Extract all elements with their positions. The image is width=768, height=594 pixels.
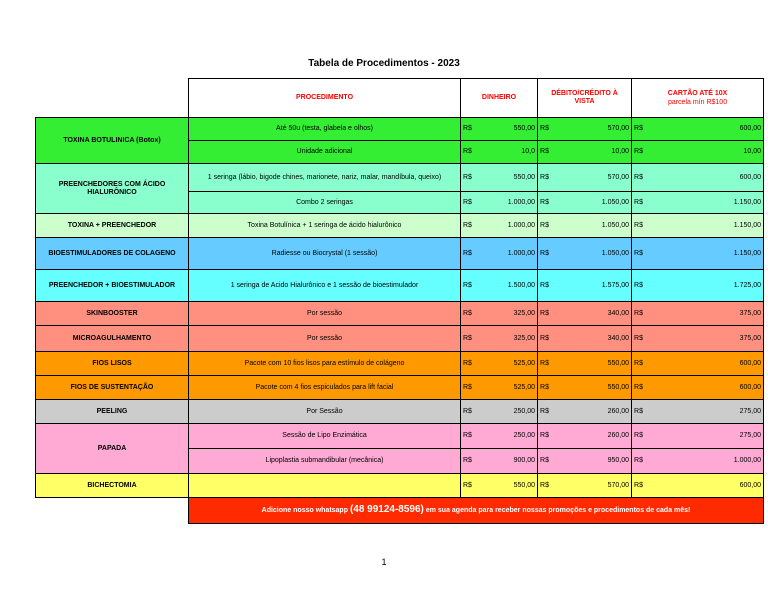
table-row xyxy=(36,214,764,238)
dinheiro-value: 900,00 xyxy=(483,449,538,474)
category-cell: PAPADA xyxy=(36,424,189,474)
debito-value: 260,00 xyxy=(560,400,632,424)
currency-cell: R$ xyxy=(461,352,483,376)
currency-cell: R$ xyxy=(538,449,560,474)
cartao-value: 1.150,00 xyxy=(654,238,764,270)
currency-cell: R$ xyxy=(461,164,483,192)
cartao-value: 1.000,00 xyxy=(654,449,764,474)
category-cell: BICHECTOMIA xyxy=(36,474,189,498)
procedure-cell: Sessão de Lipo Enzimática xyxy=(189,424,461,449)
header-dinheiro: DINHEIRO xyxy=(461,79,538,118)
procedure-cell: 1 seringa (lábio, bigode chines, marionete, nariz, malar, mandíbula, queixo) xyxy=(189,164,461,192)
currency-cell: R$ xyxy=(632,164,654,192)
debito-value: 550,00 xyxy=(560,352,632,376)
debito-value: 340,00 xyxy=(560,326,632,352)
footer-text-before: Adicione nosso whatsapp xyxy=(261,507,350,514)
footer-text-after: em sua agenda para receber nossas promoções e procedimentos de cada mês! xyxy=(423,507,691,514)
category-cell: PREENCHEDOR + BIOESTIMULADOR xyxy=(36,270,189,302)
dinheiro-value: 1.000,00 xyxy=(483,238,538,270)
currency-cell: R$ xyxy=(632,192,654,214)
cartao-value: 275,00 xyxy=(654,424,764,449)
currency-cell: R$ xyxy=(461,270,483,302)
currency-cell: R$ xyxy=(632,352,654,376)
header-spacer xyxy=(36,79,189,118)
currency-cell: R$ xyxy=(632,270,654,302)
procedure-cell: 1 seringa de Acido Hialurônico e 1 sessão de bioestimulador xyxy=(189,270,461,302)
cartao-value: 600,00 xyxy=(654,118,764,141)
procedure-cell: Até 50u (testa, glabela e olhos) xyxy=(189,118,461,141)
currency-cell: R$ xyxy=(632,326,654,352)
currency-cell: R$ xyxy=(632,141,654,164)
procedure-cell: Pacote com 4 fios espiculados para lift facial xyxy=(189,376,461,400)
currency-cell: R$ xyxy=(538,376,560,400)
currency-cell: R$ xyxy=(632,474,654,498)
table-row xyxy=(36,118,764,141)
currency-cell: R$ xyxy=(461,326,483,352)
header-procedimento: PROCEDIMENTO xyxy=(189,79,461,118)
currency-cell: R$ xyxy=(461,474,483,498)
currency-cell: R$ xyxy=(538,326,560,352)
dinheiro-value: 525,00 xyxy=(483,376,538,400)
procedure-cell xyxy=(189,474,461,498)
whatsapp-number: (48 99124-8596) xyxy=(349,504,424,515)
category-cell: PEELING xyxy=(36,400,189,424)
currency-cell: R$ xyxy=(461,449,483,474)
category-cell: SKINBOOSTER xyxy=(36,302,189,326)
procedure-cell: Por sessão xyxy=(189,302,461,326)
currency-cell: R$ xyxy=(461,214,483,238)
dinheiro-value: 1.000,00 xyxy=(483,192,538,214)
debito-value: 260,00 xyxy=(560,424,632,449)
dinheiro-value: 325,00 xyxy=(483,302,538,326)
currency-cell: R$ xyxy=(461,238,483,270)
category-cell: PREENCHEDORES COM ÁCIDO HIALURÔNICO xyxy=(36,164,189,214)
procedure-cell: Por sessão xyxy=(189,326,461,352)
currency-cell: R$ xyxy=(538,238,560,270)
procedures-table xyxy=(35,78,764,524)
procedure-cell: Pacote com 10 fios lisos para estímulo de colágeno xyxy=(189,352,461,376)
procedure-cell: Combo 2 seringas xyxy=(189,192,461,214)
dinheiro-value: 550,00 xyxy=(483,474,538,498)
currency-cell: R$ xyxy=(632,424,654,449)
table-row xyxy=(36,238,764,270)
debito-value: 570,00 xyxy=(560,118,632,141)
dinheiro-value: 550,00 xyxy=(483,164,538,192)
header-cartao-sub: parcela mín R$100 xyxy=(667,98,728,106)
debito-value: 1.050,00 xyxy=(560,192,632,214)
debito-value: 950,00 xyxy=(560,449,632,474)
currency-cell: R$ xyxy=(461,424,483,449)
currency-cell: R$ xyxy=(461,141,483,164)
table-row xyxy=(36,400,764,424)
header-cartao xyxy=(632,79,764,118)
header-row xyxy=(36,79,764,118)
debito-value: 1.050,00 xyxy=(560,238,632,270)
cartao-value: 600,00 xyxy=(654,474,764,498)
cartao-value: 275,00 xyxy=(654,400,764,424)
cartao-value: 1.150,00 xyxy=(654,192,764,214)
cartao-value: 600,00 xyxy=(654,376,764,400)
debito-value: 10,00 xyxy=(560,141,632,164)
debito-value: 570,00 xyxy=(560,164,632,192)
page-number: 1 xyxy=(381,557,387,567)
currency-cell: R$ xyxy=(632,238,654,270)
currency-cell: R$ xyxy=(632,302,654,326)
table-row xyxy=(36,326,764,352)
dinheiro-value: 250,00 xyxy=(483,424,538,449)
cartao-value: 10,00 xyxy=(654,141,764,164)
category-cell: TOXINA + PREENCHEDOR xyxy=(36,214,189,238)
table-row xyxy=(36,352,764,376)
category-cell: BIOESTIMULADORES DE COLAGENO xyxy=(36,238,189,270)
procedure-cell: Lipoplastia submandibular (mecânica) xyxy=(189,449,461,474)
currency-cell: R$ xyxy=(461,400,483,424)
currency-cell: R$ xyxy=(538,164,560,192)
currency-cell: R$ xyxy=(632,118,654,141)
debito-value: 340,00 xyxy=(560,302,632,326)
currency-cell: R$ xyxy=(538,352,560,376)
procedure-cell: Toxina Botulínica + 1 seringa de ácido hialurônico xyxy=(189,214,461,238)
whatsapp-banner xyxy=(189,498,764,524)
dinheiro-value: 1.500,00 xyxy=(483,270,538,302)
debito-value: 1.050,00 xyxy=(560,214,632,238)
cartao-value: 600,00 xyxy=(654,164,764,192)
debito-value: 1.575,00 xyxy=(560,270,632,302)
dinheiro-value: 550,00 xyxy=(483,118,538,141)
table-row xyxy=(36,164,764,192)
currency-cell: R$ xyxy=(632,376,654,400)
header-cartao-label: CARTÃO ATÉ 10X xyxy=(667,89,728,97)
table-row xyxy=(36,302,764,326)
currency-cell: R$ xyxy=(538,192,560,214)
cartao-value: 375,00 xyxy=(654,326,764,352)
procedure-cell: Unidade adicional xyxy=(189,141,461,164)
table-row xyxy=(36,474,764,498)
cartao-value: 600,00 xyxy=(654,352,764,376)
currency-cell: R$ xyxy=(632,400,654,424)
currency-cell: R$ xyxy=(538,424,560,449)
footer-row xyxy=(36,498,764,524)
category-cell: FIOS DE SUSTENTAÇÃO xyxy=(36,376,189,400)
currency-cell: R$ xyxy=(538,118,560,141)
debito-value: 570,00 xyxy=(560,474,632,498)
page-title: Tabela de Procedimentos - 2023 xyxy=(308,58,460,69)
table-row xyxy=(36,270,764,302)
currency-cell: R$ xyxy=(538,214,560,238)
category-cell: TOXINA BOTULINICA (Botox) xyxy=(36,118,189,164)
currency-cell: R$ xyxy=(632,214,654,238)
currency-cell: R$ xyxy=(538,141,560,164)
dinheiro-value: 325,00 xyxy=(483,326,538,352)
header-debito: DÉBITO/CRÉDITO À VISTA xyxy=(538,79,632,118)
cartao-value: 375,00 xyxy=(654,302,764,326)
footer-spacer xyxy=(36,498,189,524)
currency-cell: R$ xyxy=(461,302,483,326)
cartao-value: 1.150,00 xyxy=(654,214,764,238)
currency-cell: R$ xyxy=(461,192,483,214)
category-cell: MICROAGULHAMENTO xyxy=(36,326,189,352)
debito-value: 550,00 xyxy=(560,376,632,400)
currency-cell: R$ xyxy=(538,400,560,424)
procedure-cell: Radiesse ou Biocrystal (1 sessão) xyxy=(189,238,461,270)
currency-cell: R$ xyxy=(632,449,654,474)
dinheiro-value: 525,00 xyxy=(483,352,538,376)
dinheiro-value: 1.000,00 xyxy=(483,214,538,238)
cartao-value: 1.725,00 xyxy=(654,270,764,302)
currency-cell: R$ xyxy=(538,302,560,326)
category-cell: FIOS LISOS xyxy=(36,352,189,376)
currency-cell: R$ xyxy=(461,118,483,141)
currency-cell: R$ xyxy=(538,270,560,302)
dinheiro-value: 250,00 xyxy=(483,400,538,424)
currency-cell: R$ xyxy=(461,376,483,400)
dinheiro-value: 10,0 xyxy=(483,141,538,164)
currency-cell: R$ xyxy=(538,474,560,498)
procedure-cell: Por Sessão xyxy=(189,400,461,424)
table-row xyxy=(36,424,764,449)
table-row xyxy=(36,376,764,400)
